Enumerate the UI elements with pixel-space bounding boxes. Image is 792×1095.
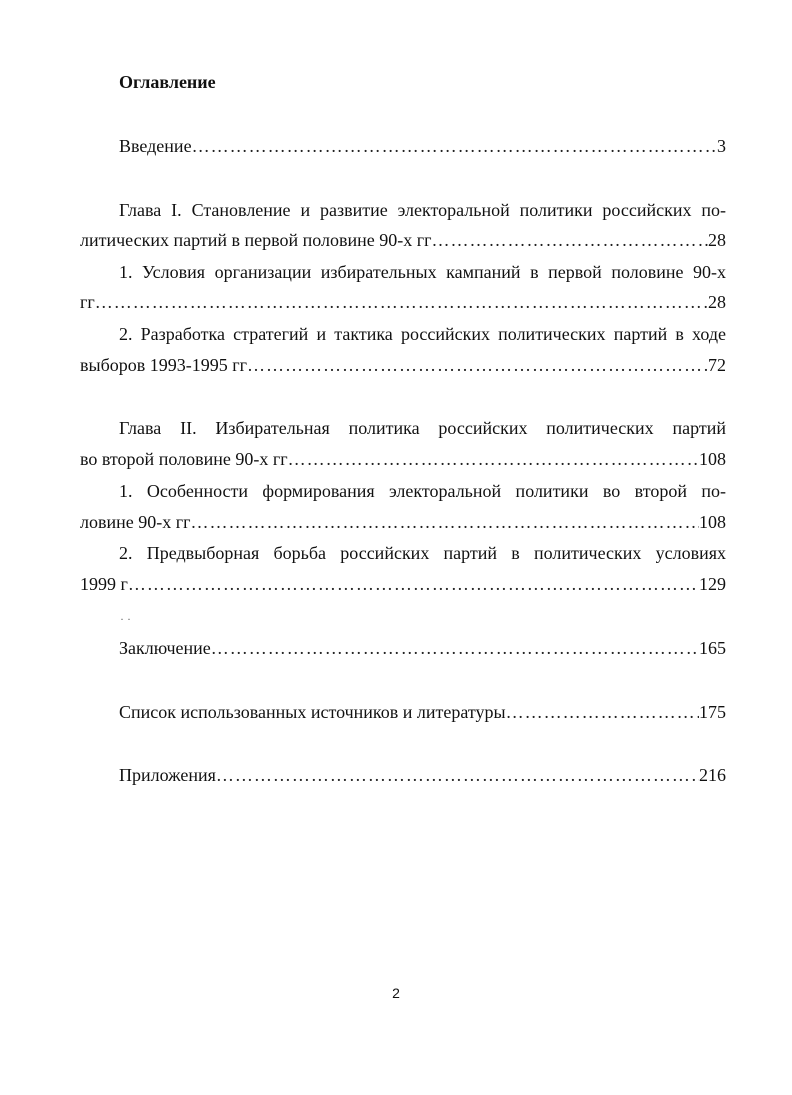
toc-page-number: 28: [708, 230, 726, 250]
toc-chapter-1-line2: [80, 228, 726, 252]
toc-entry-intro: [119, 134, 726, 158]
toc-page-number: 129: [699, 574, 726, 594]
toc-entry-conclusion: [119, 636, 726, 660]
toc-section-2-1-line2: [80, 510, 726, 534]
leader-dots: [247, 353, 708, 377]
toc-section-1-1-line2: [80, 290, 726, 314]
toc-entry-label: Заключение: [119, 638, 211, 658]
leader-dots: [288, 447, 699, 471]
toc-page-number: 165: [699, 638, 726, 658]
toc-chapter-1-line1: Глава I. Становление и развитие электоральной политики российских по-: [119, 200, 726, 220]
toc-section-1-2-line1: 2. Разработка стратегий и тактика российских политических партий в ходе: [119, 324, 726, 344]
scan-speck: · ·: [120, 612, 131, 626]
toc-chapter-2-line2: [80, 447, 726, 471]
toc-chapter-2-line1: Глава II. Избирательная политика российских политических партий: [119, 418, 726, 438]
toc-entry-label: Приложения: [119, 765, 216, 785]
toc-heading: Оглавление: [119, 72, 216, 92]
toc-entry-label: выборов 1993-1995 гг: [80, 355, 248, 375]
toc-section-2-1-line1: 1. Особенности формирования электоральной политики во второй по-: [119, 481, 726, 501]
toc-entry-label: во второй половине 90-х гг: [80, 449, 288, 469]
toc-entry-label: ловине 90-х гг: [80, 512, 191, 532]
leader-dots: [216, 763, 699, 787]
toc-section-2-2-line2: [80, 572, 726, 596]
toc-entry-label: гг: [80, 292, 95, 312]
leader-dots: [128, 572, 699, 596]
toc-entry-label: 1999 г: [80, 574, 128, 594]
leader-dots: [211, 636, 699, 660]
toc-page-number: 3: [717, 136, 726, 156]
toc-section-1-2-line2: [80, 353, 726, 377]
toc-page-number: 216: [699, 765, 726, 785]
toc-entry-label: литических партий в первой половине 90-х гг: [80, 230, 432, 250]
toc-entry-appendix: [119, 763, 726, 787]
toc-page-number: 28: [708, 292, 726, 312]
toc-page-number: 175: [699, 702, 726, 722]
leader-dots: [432, 228, 708, 252]
toc-entry-sources: [119, 700, 726, 724]
leader-dots: [191, 510, 700, 534]
toc-page-number: 108: [699, 512, 726, 532]
toc-section-2-2-line1: 2. Предвыборная борьба российских партий в политических условиях: [119, 543, 726, 563]
toc-section-1-1-line1: 1. Условия организации избирательных кампаний в первой половине 90-х: [119, 262, 726, 282]
toc-page-number: 72: [708, 355, 726, 375]
toc-entry-label: Введение: [119, 136, 192, 156]
page-number: 2: [392, 985, 400, 1001]
leader-dots: [506, 700, 699, 724]
toc-entry-label: Список использованных источников и литературы: [119, 702, 506, 722]
toc-page-number: 108: [699, 449, 726, 469]
leader-dots: [95, 290, 708, 314]
leader-dots: [192, 134, 717, 158]
